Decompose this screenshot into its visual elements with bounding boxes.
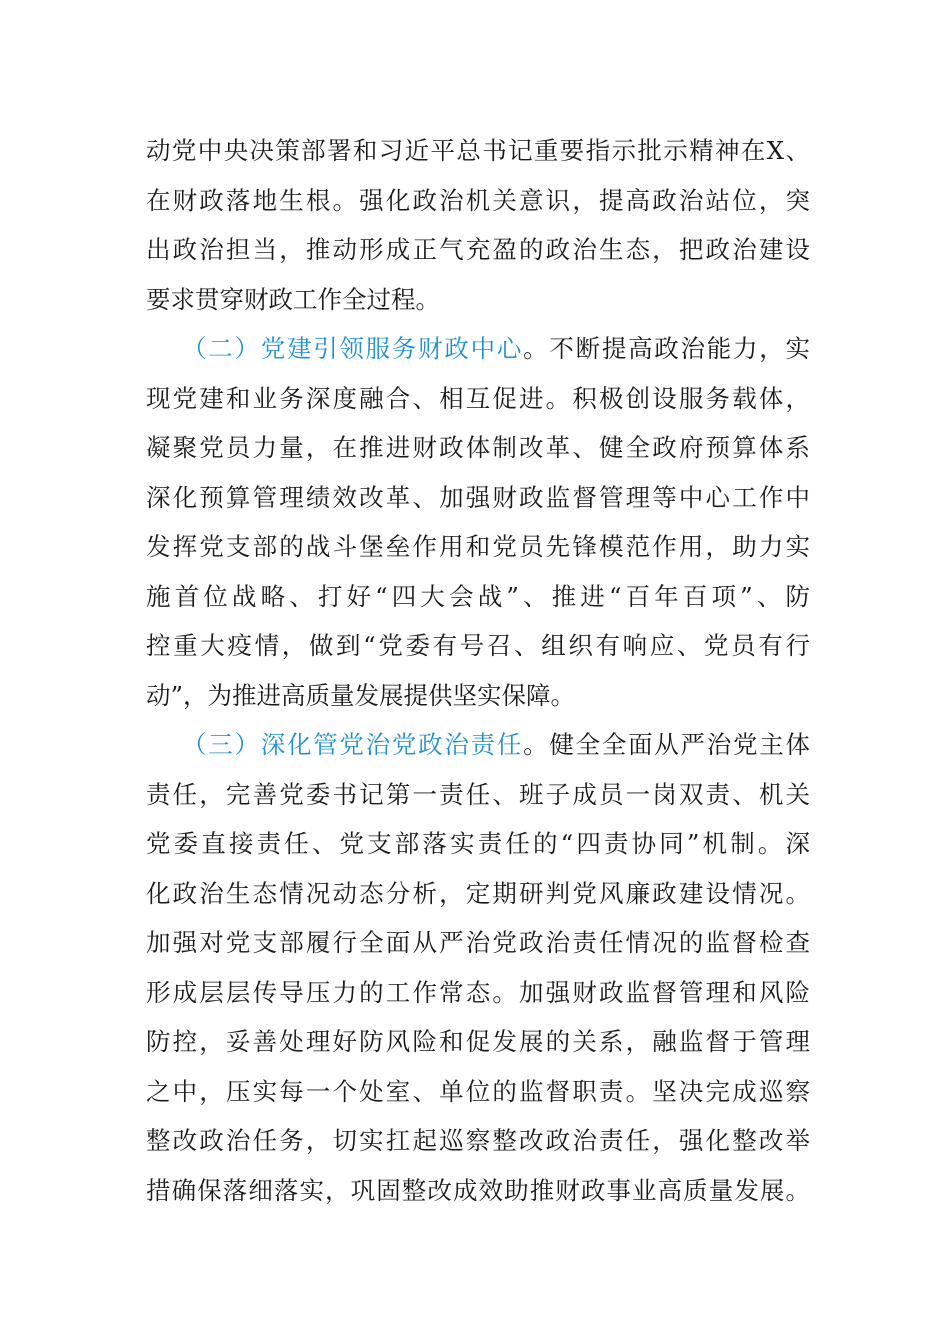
line-text: 责任，完善党委书记第一责任、班子成员一岗双责、机关 bbox=[146, 779, 810, 809]
text-line bbox=[146, 126, 810, 176]
line-text: 党委直接责任、党支部落实责任的“四责协同”机制。深 bbox=[146, 829, 810, 858]
text-line bbox=[146, 1067, 810, 1117]
text-line bbox=[146, 918, 810, 968]
text-line bbox=[146, 1116, 810, 1166]
line-text: 措确保落细落实，巩固整改成效助推财政事业高质量发展。 bbox=[146, 1175, 810, 1205]
line-text: 现党建和业务深度融合、相互促进。积极创设服务载体， bbox=[146, 383, 810, 413]
line-text: 控重大疫情，做到“党委有号召、组织有响应、党员有行 bbox=[146, 631, 810, 660]
line-text: 。不断提高政治能力，实 bbox=[523, 334, 810, 363]
text-line bbox=[146, 671, 810, 721]
line-text: 。健全全面从严治党主体 bbox=[523, 730, 810, 759]
text-line bbox=[146, 522, 810, 572]
text-line bbox=[146, 819, 810, 869]
text-line bbox=[146, 324, 810, 374]
text-line bbox=[146, 473, 810, 523]
line-text: 发挥党支部的战斗堡垒作用和党员先锋模范作用，助力实 bbox=[146, 532, 810, 561]
line-text: 化政治生态情况动态分析，定期研判党风廉政建设情况。 bbox=[146, 878, 810, 908]
line-text: 防控，妥善处理好防风险和促发展的关系，融监督于管理 bbox=[146, 1027, 810, 1056]
body-text bbox=[146, 126, 810, 1215]
section-heading: （二）党建引领服务财政中心 bbox=[182, 334, 524, 363]
text-line bbox=[146, 1166, 810, 1216]
text-line bbox=[146, 968, 810, 1018]
text-line bbox=[146, 572, 810, 622]
text-line bbox=[146, 770, 810, 820]
line-text: 凝聚党员力量，在推进财政体制改革、健全政府预算体系 bbox=[146, 433, 810, 462]
line-text: 加强对党支部履行全面从严治党政治责任情况的监督检查 bbox=[146, 928, 810, 957]
text-line bbox=[146, 423, 810, 473]
text-line bbox=[146, 720, 810, 770]
line-text: 动”，为推进高质量发展提供坚实保障。 bbox=[146, 680, 576, 710]
line-text: 出政治担当，推动形成正气充盈的政治生态，把政治建设 bbox=[146, 235, 810, 264]
text-line bbox=[146, 621, 810, 671]
line-text: 之中，压实每一个处室、单位的监督职责。坚决完成巡察 bbox=[146, 1076, 810, 1106]
line-text: 形成层层传导压力的工作常态。加强财政监督管理和风险 bbox=[146, 977, 810, 1007]
line-text: 在财政落地生根。强化政治机关意识，提高政治站位，突 bbox=[146, 185, 810, 215]
text-line bbox=[146, 374, 810, 424]
line-text: 整改政治任务，切实扛起巡察整改政治责任，强化整改举 bbox=[146, 1126, 810, 1155]
text-line bbox=[146, 176, 810, 226]
line-text: 要求贯穿财政工作全过程。 bbox=[146, 284, 440, 314]
text-line bbox=[146, 1017, 810, 1067]
text-line bbox=[146, 275, 810, 325]
line-text: 动党中央决策部署和习近平总书记重要指示批示精神在X、 bbox=[146, 136, 810, 165]
text-line bbox=[146, 869, 810, 919]
section-heading: （三）深化管党治党政治责任 bbox=[182, 730, 524, 759]
text-line bbox=[146, 225, 810, 275]
line-text: 深化预算管理绩效改革、加强财政监督管理等中心工作中 bbox=[146, 482, 810, 512]
line-text: 施首位战略、打好“四大会战”、推进“百年百项”、防 bbox=[146, 581, 810, 611]
